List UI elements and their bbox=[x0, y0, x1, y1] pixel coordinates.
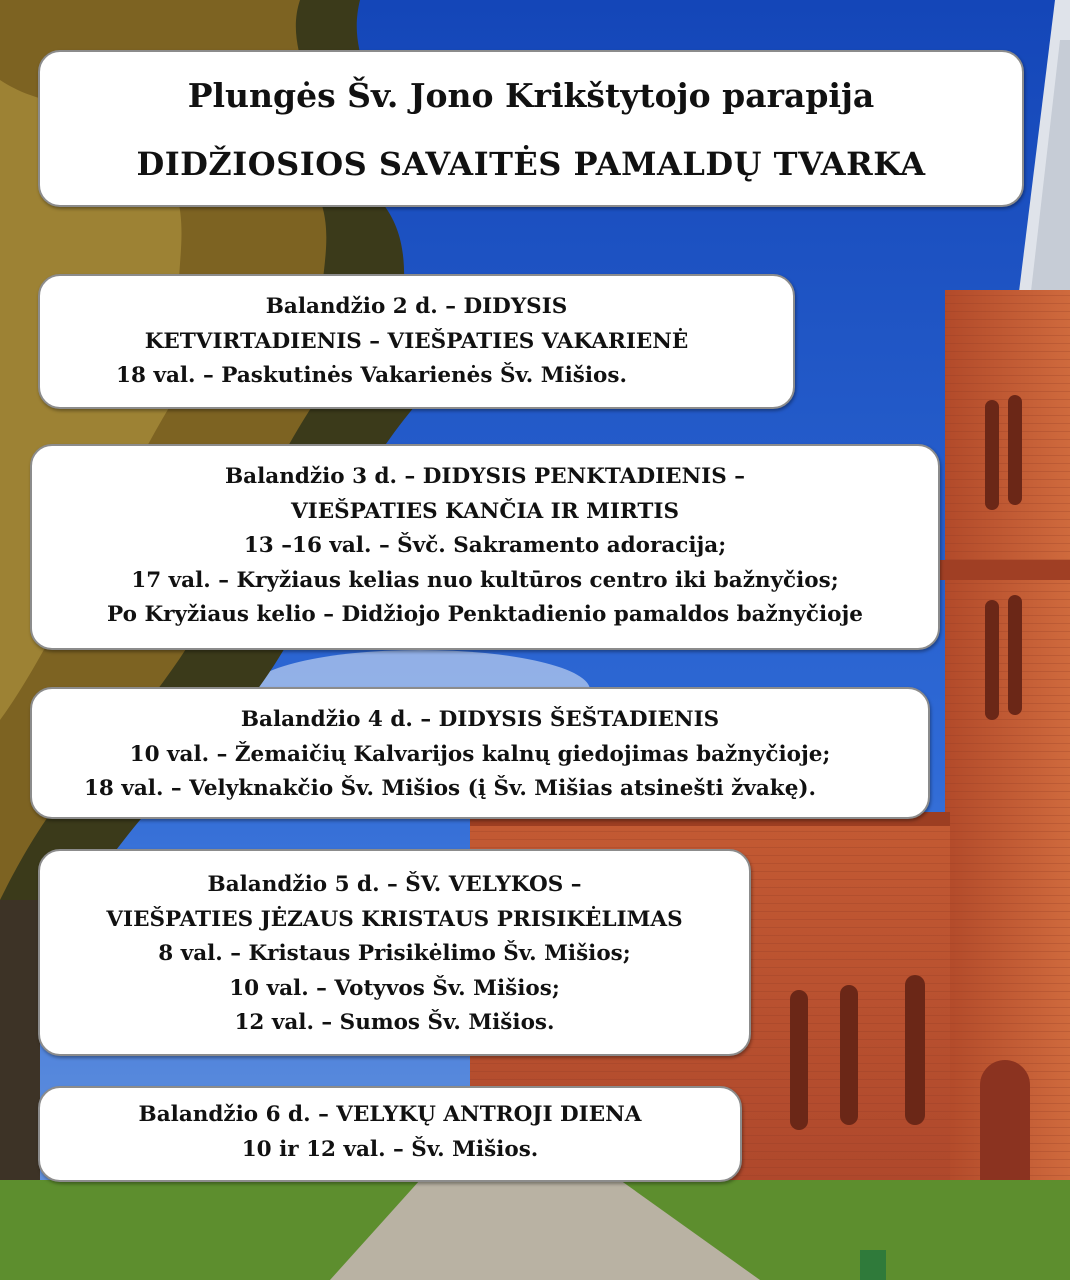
schedule-card-april-2 bbox=[38, 274, 795, 409]
service-line: Po Kryžiaus kelio – Didžiojo Penktadienio pamaldos bažnyčioje bbox=[107, 602, 863, 627]
service-line: 10 val. – Votyvos Šv. Mišios; bbox=[229, 975, 560, 1001]
schedule-card-april-5 bbox=[38, 849, 751, 1056]
day-heading: Balandžio 2 d. – DIDYSIS bbox=[265, 294, 568, 319]
service-line: 13 –16 val. – Švč. Sakramento adoracija; bbox=[243, 533, 727, 558]
schedule-card-april-3 bbox=[30, 444, 940, 650]
day-heading: Balandžio 3 d. – DIDYSIS PENKTADIENIS – bbox=[225, 464, 745, 489]
header-card bbox=[38, 50, 1024, 207]
service-line: 18 val. – Paskutinės Vakarienės Šv. Mišios. bbox=[116, 363, 627, 388]
service-line: 10 val. – Žemaičių Kalvarijos kalnų giedojimas bažnyčioje; bbox=[129, 741, 831, 767]
service-line: 12 val. – Sumos Šv. Mišios. bbox=[234, 1010, 555, 1035]
parish-name: Plungės Šv. Jono Krikštytojo parapija bbox=[187, 76, 875, 115]
day-heading: Balandžio 5 d. – ŠV. VELYKOS – bbox=[207, 872, 582, 897]
schedule-card-april-6 bbox=[38, 1086, 742, 1182]
day-heading: Balandžio 6 d. – VELYKŲ ANTROJI DIENA bbox=[138, 1102, 642, 1127]
service-line: 18 val. – Velyknakčio Šv. Mišios (į Šv. Mišias atsinešti žvakę). bbox=[83, 776, 817, 801]
day-heading: KETVIRTADIENIS – VIEŠPATIES VAKARIENĖ bbox=[144, 328, 689, 354]
day-heading: VIEŠPATIES JĖZAUS KRISTAUS PRISIKĖLIMAS bbox=[106, 906, 683, 932]
day-heading: Balandžio 4 d. – DIDYSIS ŠEŠTADIENIS bbox=[240, 707, 720, 732]
service-line: 10 ir 12 val. – Šv. Mišios. bbox=[241, 1136, 539, 1162]
page-title: DIDŽIOSIOS SAVAITĖS PAMALDŲ TVARKA bbox=[136, 145, 926, 183]
service-line: 17 val. – Kryžiaus kelias nuo kultūros centro iki bažnyčios; bbox=[131, 567, 839, 593]
day-heading: VIEŠPATIES KANČIA IR MIRTIS bbox=[290, 498, 680, 524]
schedule-card-april-4 bbox=[30, 687, 930, 819]
service-line: 8 val. – Kristaus Prisikėlimo Šv. Mišios; bbox=[158, 941, 631, 966]
